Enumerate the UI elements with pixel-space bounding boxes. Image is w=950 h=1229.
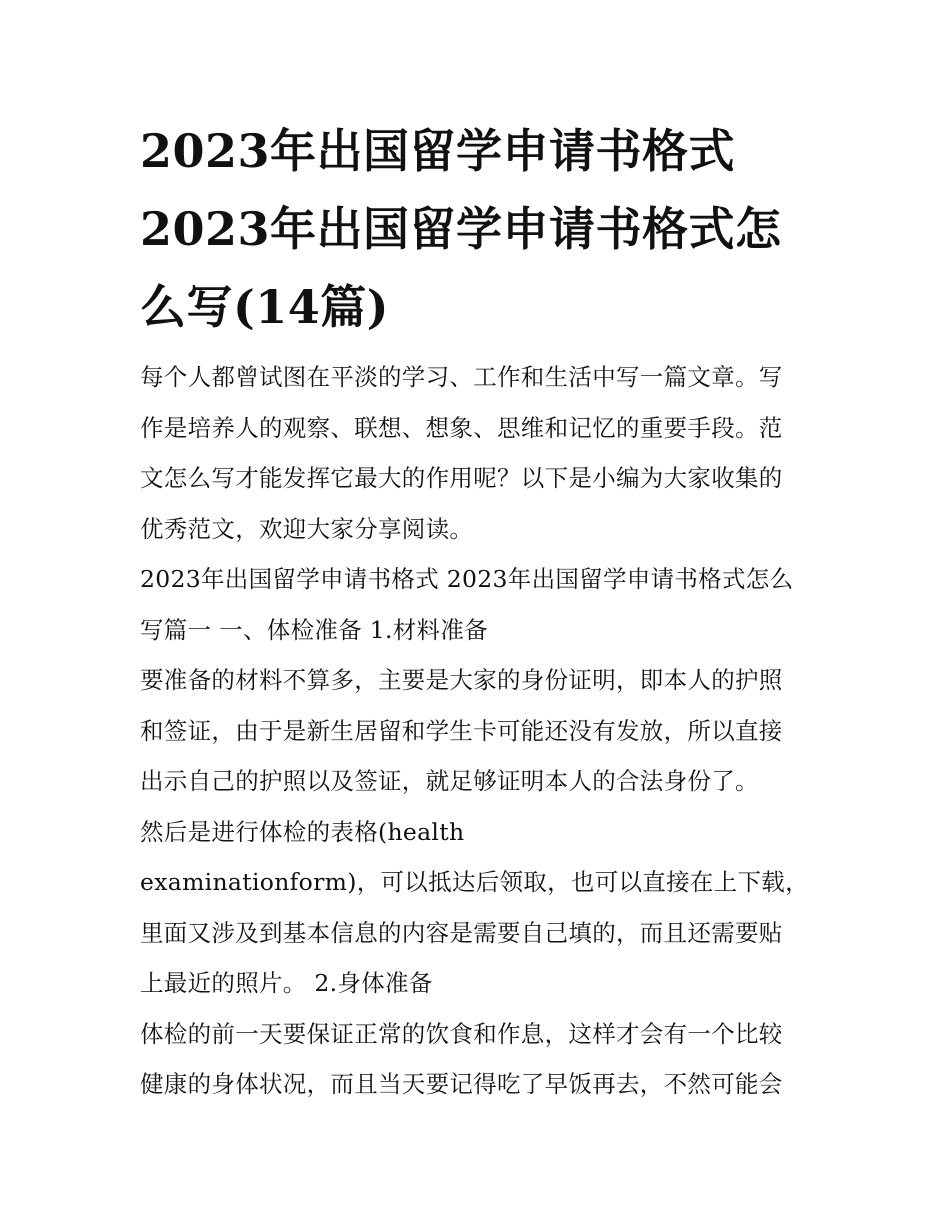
text-line: 体检的前一天要保证正常的饮食和作息，这样才会有一个比较: [140, 1019, 783, 1048]
document-body: [140, 352, 816, 1110]
text-line: 里面又涉及到基本信息的内容是需要自己填的，而且还需要贴: [140, 918, 783, 947]
text-line: 每个人都曾试图在平淡的学习、工作和生活中写一篇文章。写: [140, 363, 783, 391]
text-line: 写篇一 一、体检准备 1.材料准备: [140, 615, 488, 644]
text-line: 然后是进行体检的表格(health: [140, 817, 465, 846]
intro-paragraph: [140, 352, 816, 554]
title-line: 么写(14篇): [140, 280, 390, 334]
text-line: 出示自己的护照以及签证，就足够证明本人的合法身份了。: [140, 767, 759, 795]
section-heading-paragraph: [140, 554, 816, 655]
text-line: 文怎么写才能发挥它最大的作用呢？以下是小编为大家收集的: [140, 464, 783, 492]
title-line: 2023年出国留学申请书格式怎: [140, 202, 782, 256]
text-line: 健康的身体状况，而且当天要记得吃了早饭再去，不然可能会: [140, 1070, 783, 1098]
title-line: 2023年出国留学申请书格式: [140, 124, 736, 178]
text-line: 上最近的照片。 2.身体准备: [140, 969, 433, 997]
materials-paragraph: [140, 655, 816, 807]
text-line: 优秀范文，欢迎大家分享阅读。: [140, 514, 474, 543]
text-line: 和签证，由于是新生居留和学生卡可能还没有发放，所以直接: [140, 716, 783, 745]
text-line: 2023年出国留学申请书格式 2023年出国留学申请书格式怎么: [140, 565, 794, 593]
document-page: [140, 112, 816, 1110]
text-line: 作是培养人的观察、联想、想象、思维和记忆的重要手段。范: [140, 413, 783, 442]
body-prep-paragraph: [140, 1009, 816, 1110]
text-line: 要准备的材料不算多，主要是大家的身份证明，即本人的护照: [140, 666, 783, 694]
form-paragraph: [140, 807, 816, 1009]
text-line: examinationform)，可以抵达后领取，也可以直接在上下载，: [140, 868, 809, 896]
document-title: [140, 112, 816, 346]
